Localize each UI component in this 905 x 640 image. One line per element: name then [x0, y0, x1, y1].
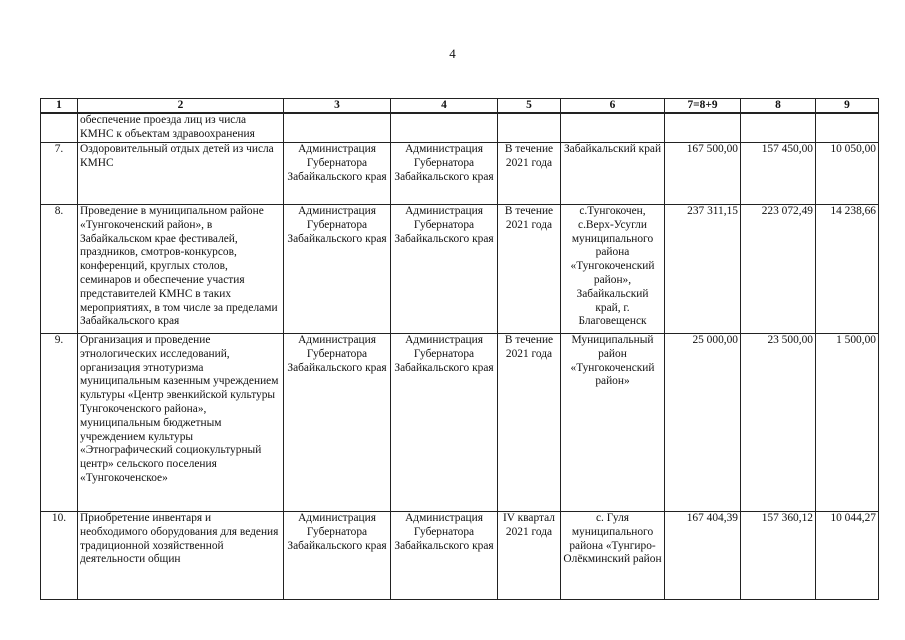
cell-num: 10.: [41, 512, 78, 600]
column-header-8: 8: [741, 99, 816, 114]
column-header-9: 9: [816, 99, 879, 114]
cell-name: Оздоровительный отдых детей из числа КМНС: [78, 143, 284, 205]
cell-term: [498, 113, 561, 143]
page-number: 4: [449, 46, 456, 61]
cell-coexecutor: Администрация Губернатора Забайкальского края: [391, 512, 498, 600]
cell-col9: 10 050,00: [816, 143, 879, 205]
cell-num: 7.: [41, 143, 78, 205]
cell-num: [41, 113, 78, 143]
cell-place: [561, 113, 665, 143]
cell-executor: Администрация Губернатора Забайкальского края: [284, 334, 391, 512]
cell-term: В течение 2021 года: [498, 334, 561, 512]
cell-place: с. Гуля муниципального района «Тунгиро-Олёкминский район: [561, 512, 665, 600]
cell-col8: [741, 113, 816, 143]
cell-name: обеспечение проезда лиц из числа КМНС к объектам здравоохранения: [78, 113, 284, 143]
cell-col9: 14 238,66: [816, 205, 879, 334]
cell-col9: [816, 113, 879, 143]
cell-name: Приобретение инвентаря и необходимого оборудования для ведения традиционной хозяйственной деятельности общин: [78, 512, 284, 600]
column-header-1: 1: [41, 99, 78, 114]
cell-total: 237 311,15: [665, 205, 741, 334]
cell-place: с.Тунгокочен, с.Верх-Усугли муниципального района «Тунгокоченский район», Забайкальский край, г. Благовещенск: [561, 205, 665, 334]
table-row-continuation: [41, 113, 879, 143]
cell-col8: 23 500,00: [741, 334, 816, 512]
table-row: [41, 205, 879, 334]
column-header-4: 4: [391, 99, 498, 114]
cell-executor: Администрация Губернатора Забайкальского края: [284, 205, 391, 334]
cell-executor: Администрация Губернатора Забайкальского края: [284, 512, 391, 600]
cell-col9: 1 500,00: [816, 334, 879, 512]
column-header-3: 3: [284, 99, 391, 114]
cell-col8: 223 072,49: [741, 205, 816, 334]
header-row: [41, 99, 879, 114]
cell-total: 167 404,39: [665, 512, 741, 600]
activities-table: [40, 98, 879, 600]
table-row: [41, 143, 879, 205]
cell-num: 8.: [41, 205, 78, 334]
table-row: [41, 334, 879, 512]
cell-num: 9.: [41, 334, 78, 512]
cell-coexecutor: [391, 113, 498, 143]
table-row: [41, 512, 879, 600]
cell-col8: 157 360,12: [741, 512, 816, 600]
cell-total: 167 500,00: [665, 143, 741, 205]
cell-name: Проведение в муниципальном районе «Тунгокоченский район», в Забайкальском крае фестивалей, праздников, смотров-конкурсов, конференций, круглых столов, семинаров и обеспечение участия представителей КМНС в таких мероприятиях, в том числе за пределами Забайкальского края: [78, 205, 284, 334]
column-header-7: 7=8+9: [665, 99, 741, 114]
cell-executor: Администрация Губернатора Забайкальского края: [284, 143, 391, 205]
cell-coexecutor: Администрация Губернатора Забайкальского края: [391, 205, 498, 334]
cell-executor: [284, 113, 391, 143]
cell-term: IV квартал 2021 года: [498, 512, 561, 600]
cell-coexecutor: Администрация Губернатора Забайкальского края: [391, 143, 498, 205]
cell-term: В течение 2021 года: [498, 205, 561, 334]
cell-total: 25 000,00: [665, 334, 741, 512]
cell-term: В течение 2021 года: [498, 143, 561, 205]
cell-name: Организация и проведение этнологических исследований, организация этнотуризма муниципальным казенным учреждением культуры «Центр эвенкийской культуры Тунгокоченского района», муниципальным бюджетным учреждением культуры «Этнографический социокультурный центр» сельского поселения «Тунгокоченское»: [78, 334, 284, 512]
column-header-2: 2: [78, 99, 284, 114]
cell-coexecutor: Администрация Губернатора Забайкальского края: [391, 334, 498, 512]
cell-place: Муниципальный район «Тунгокоченский район»: [561, 334, 665, 512]
cell-place: Забайкальский край: [561, 143, 665, 205]
column-header-5: 5: [498, 99, 561, 114]
column-header-6: 6: [561, 99, 665, 114]
cell-col8: 157 450,00: [741, 143, 816, 205]
cell-total: [665, 113, 741, 143]
cell-col9: 10 044,27: [816, 512, 879, 600]
